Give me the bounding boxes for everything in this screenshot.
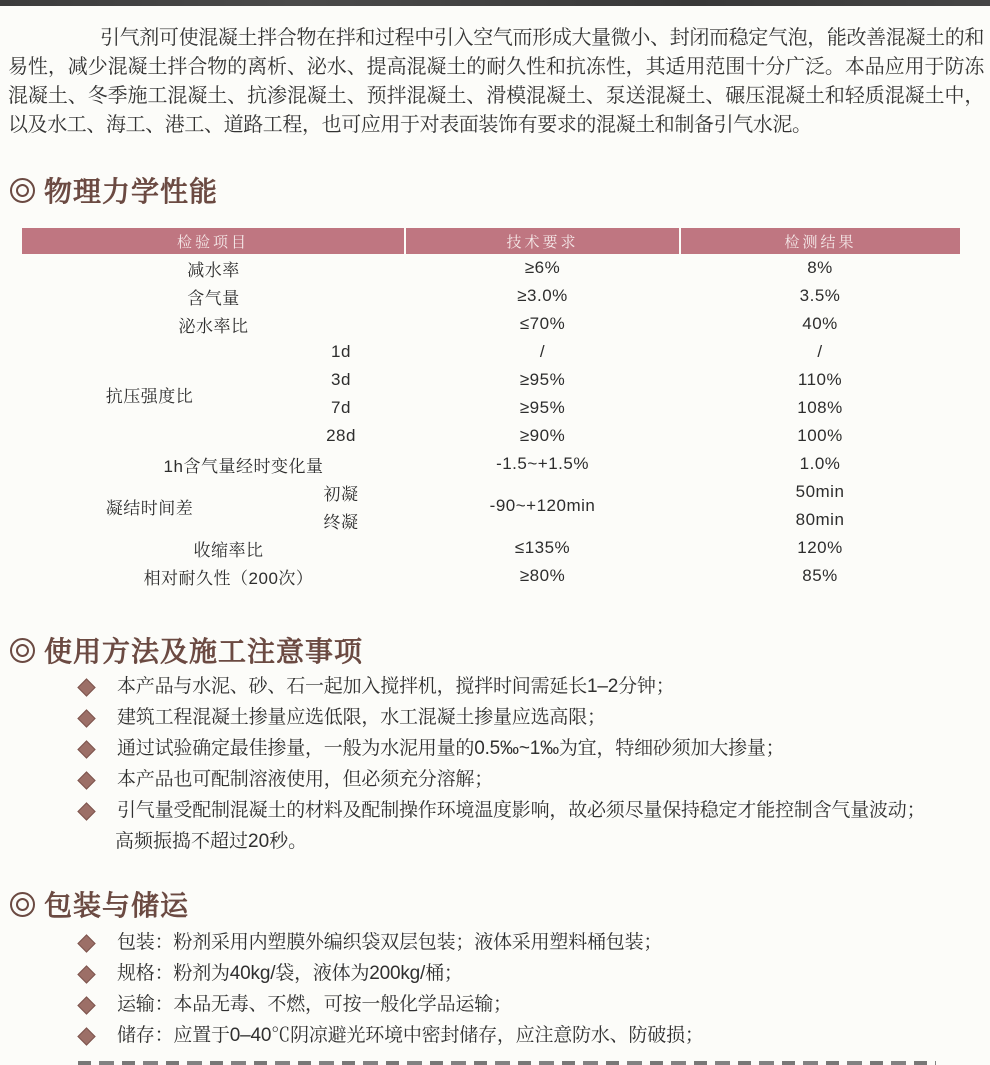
usage-list [80,676,982,862]
column-header-requirement: 技术要求 [405,228,680,254]
list-item [80,676,982,698]
item-cell: 含气量 [187,288,240,308]
list-item-text: 通过试验确定最佳掺量，一般为水泥用量的0.5‰~1‰为宜，特细砂须加大掺量； [117,738,785,759]
sub-item-cell: 28d [326,426,356,445]
sub-item-cell: 3d [331,370,351,389]
double-circle-icon [10,178,35,203]
list-item [80,769,982,791]
result-cell: 110% [797,370,843,389]
result-cell: 50min [795,482,845,501]
result-cell: 100% [797,426,843,445]
table-header-row [22,228,960,254]
requirement-cell: ≥80% [519,566,566,585]
list-item-text: 运输：本品无毒、不燃，可按一般化学品运输； [117,994,512,1015]
result-cell: 108% [797,398,843,417]
item-cell: 抗压强度比 [105,386,194,406]
section-heading-packaging [10,884,189,924]
diamond-bullet-icon [77,771,95,789]
performance-table [22,228,960,590]
table-row [22,534,960,562]
table-row [22,562,960,590]
list-item [80,963,982,985]
column-header-item: 检验项目 [22,228,405,254]
diamond-bullet-icon [77,965,95,983]
requirement-cell: ≥95% [519,370,566,389]
table-row [22,338,960,366]
list-item-text: 规格：粉剂为40kg/袋，液体为200kg/桶； [117,963,463,984]
result-cell: 3.5% [799,286,841,305]
requirement-cell: -90~+120min [489,496,596,515]
table-row [22,478,960,506]
diamond-bullet-icon [77,934,95,952]
section-title-usage: 使用方法及施工注意事项 [44,636,364,667]
result-cell: 80min [795,510,845,529]
list-item-text: 包装：粉剂采用内塑膜外编织袋双层包装；液体采用塑料桶包装； [117,932,663,953]
list-item [80,738,982,760]
double-circle-icon [10,638,35,663]
page-top-edge [0,0,990,6]
sub-item-cell: 终凝 [323,512,359,532]
requirement-cell: ≥90% [519,426,566,445]
diamond-bullet-icon [77,1027,95,1045]
item-cell: 泌水率比 [178,316,249,336]
item-cell: 减水率 [187,260,240,280]
diamond-bullet-icon [77,996,95,1014]
list-item [80,707,982,729]
list-item-text: 本产品也可配制溶液使用，但必须充分溶解； [117,769,494,790]
table-row [22,450,960,478]
item-cell: 相对耐久性（200次） [143,568,314,588]
item-cell: 1h含气量经时变化量 [163,456,324,476]
list-item [80,994,982,1016]
list-item-continuation: 高频振捣不超过20秒。 [115,831,308,852]
list-item [80,800,982,822]
requirement-cell: ≥95% [519,398,566,417]
sub-item-cell: 1d [331,342,351,361]
section-heading-usage [10,630,363,670]
sub-item-cell: 初凝 [323,484,359,504]
list-item-text: 建筑工程混凝土掺量应选低限，水工混凝土掺量应选高限； [117,707,606,728]
requirement-cell: / [539,342,546,361]
result-cell: 1.0% [799,454,841,473]
sub-item-cell: 7d [331,398,351,417]
result-cell: 40% [802,314,838,333]
requirement-cell: ≤70% [519,314,566,333]
section-title-performance: 物理力学性能 [44,176,219,207]
section-heading-performance [10,170,218,210]
packaging-list [80,932,982,1056]
table-row [22,254,960,282]
list-item [80,932,982,954]
item-cell: 凝结时间差 [105,498,194,518]
list-item-text: 本产品与水泥、砂、石一起加入搅拌机，搅拌时间需延长1–2分钟； [117,676,675,697]
list-item-text: 储存：应置于0–40℃阴凉避光环境中密封储存，应注意防水、防破损； [117,1025,704,1046]
result-cell: 120% [797,538,843,557]
list-item-text: 引气量受配制混凝土的材料及配制操作环境温度影响，故必须尽量保持稳定才能控制含气量波动； [117,800,926,821]
diamond-bullet-icon [77,678,95,696]
result-cell: 85% [802,566,838,585]
column-header-result: 检测结果 [680,228,960,254]
requirement-cell: ≥6% [524,258,561,277]
table-row [22,310,960,338]
table-row [22,282,960,310]
double-circle-icon [10,892,35,917]
item-cell: 收缩率比 [193,540,264,560]
list-item [80,1025,982,1047]
result-cell: / [817,342,823,361]
diamond-bullet-icon [77,802,95,820]
diamond-bullet-icon [77,709,95,727]
result-cell: 8% [807,258,833,277]
requirement-cell: ≥3.0% [517,286,568,305]
intro-paragraph: 引气剂可使混凝土拌合物在拌和过程中引入空气而形成大量微小、封闭而稳定气泡，能改善混凝土的和易性，减少混凝土拌合物的离析、泌水、提高混凝土的耐久性和抗冻性，其适用范围十分广泛。本品应用于防冻混凝土、冬季施工混凝土、抗渗混凝土、预拌混凝土、滑模混凝土、泵送混凝土、碾压混凝土和轻质混凝土中，以及水工、海工、港工、道路工程，也可应用于对表面装饰有要求的混凝土和制备引气水泥。 [8,27,984,136]
diamond-bullet-icon [77,740,95,758]
requirement-cell: ≤135% [514,538,571,557]
requirement-cell: -1.5~+1.5% [496,454,589,473]
section-title-packaging: 包装与储运 [44,890,190,921]
cutoff-text-strip [78,1059,936,1065]
